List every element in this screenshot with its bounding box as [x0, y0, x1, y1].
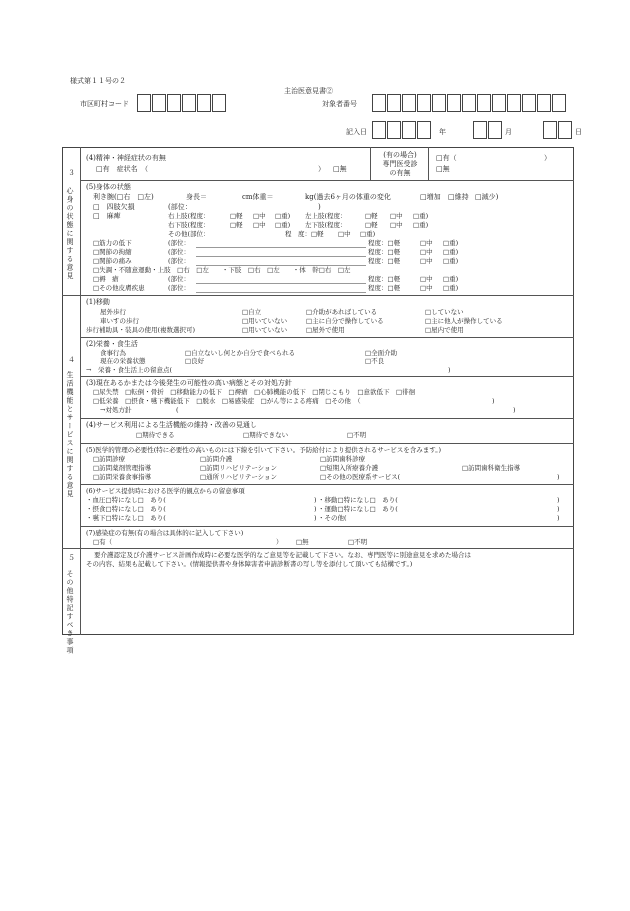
right-arm-light-checkbox[interactable]: □軽 — [230, 212, 243, 220]
section-3-title: 心身の状態に関する意見 — [66, 187, 74, 281]
wheelchair-other-checkbox[interactable]: □主に他人が操作している — [425, 317, 503, 325]
right-leg-heavy-checkbox[interactable]: □重) — [275, 221, 291, 229]
dominant-arm-checkbox[interactable]: 利き腕(□右 □左) — [93, 193, 154, 201]
ataxia-checkbox[interactable]: □失調・不随意運動・上肢 □右 □左 ・下肢 □右 □左 ・体 幹□右 □左 — [93, 266, 351, 274]
other-mid-checkbox[interactable]: □中 — [338, 230, 351, 238]
form-number: 様式第１１号の２ — [70, 77, 126, 85]
blood-pressure-checkbox[interactable]: ・血圧□特になし□ あり( — [86, 496, 166, 504]
nutrition-good-checkbox[interactable]: □良好 — [185, 357, 205, 365]
month-field[interactable] — [473, 121, 503, 139]
subject-number-label: 対象者番号 — [322, 100, 357, 108]
left-leg-heavy-checkbox[interactable]: □重) — [413, 221, 429, 229]
home-nutrition-checkbox[interactable]: □訪問栄養食事指導 — [93, 473, 152, 481]
muscle-weakness-checkbox[interactable]: □筋力の低下 — [93, 239, 132, 247]
outdoor-walk-none-checkbox[interactable]: □していない — [425, 308, 464, 316]
mental-title: (4)精神・神経症状の有無 — [86, 154, 166, 162]
feeding-checkbox[interactable]: ・摂食□特になし□ あり( — [86, 505, 166, 513]
nutrition-poor-checkbox[interactable]: □不良 — [365, 357, 385, 365]
outdoor-walk-independent-checkbox[interactable]: □自立 — [242, 308, 262, 316]
left-arm-heavy-checkbox[interactable]: □重) — [413, 212, 429, 220]
city-code-field[interactable] — [137, 94, 227, 112]
skin-disease-checkbox[interactable]: □その他皮膚疾患 — [93, 284, 145, 292]
home-rehab-checkbox[interactable]: □訪問リハビリテーション — [200, 464, 278, 472]
paralysis-checkbox[interactable]: □ 麻痺 — [93, 212, 121, 220]
document-title: 主治医意見書② — [284, 87, 333, 95]
weight-label: cm体重＝ — [242, 193, 274, 201]
month-label: 月 — [505, 128, 512, 136]
nutrition-title: (2)栄養・食生活 — [86, 340, 138, 348]
height-label: 身長＝ — [186, 193, 207, 201]
dental-hygiene-checkbox[interactable]: □訪問歯科衛生指導 — [462, 464, 521, 472]
section-4-title: 生活機能とサービスに関する意見 — [66, 371, 74, 499]
body-title: (5)身体の状態 — [86, 183, 131, 191]
specialist-yes-checkbox[interactable]: □有（ — [436, 154, 457, 162]
joint-pain-checkbox[interactable]: □関節の痛み — [93, 257, 132, 265]
home-pharmacy-checkbox[interactable]: □訪問薬剤管理指導 — [93, 464, 152, 472]
year-label: 年 — [439, 128, 446, 136]
eating-independent-checkbox[interactable]: □自立ないし何とか自分で食べられる — [185, 349, 296, 357]
specialist-no-checkbox[interactable]: □無 — [436, 165, 450, 173]
special-notes-instruction-2: その内容、結果も記載して下さい。(情報提供書や身体障害者申請診断書の写し等を添付して頂いても結構です。) — [86, 560, 413, 568]
section-5-title: その他特記すべき事項 — [66, 570, 74, 655]
day-field[interactable] — [543, 121, 573, 139]
outdoor-walk-assisted-checkbox[interactable]: □介助があればしている — [306, 308, 378, 316]
specialist-consult-label: (有の場合) 専門医受診 の有無 — [382, 151, 418, 178]
infection-title: (7)感染症の有無(有の場合は具体的に記入して下さい) — [86, 529, 244, 537]
infection-no-checkbox[interactable]: □無 — [296, 538, 309, 546]
prognosis-unknown-checkbox[interactable]: □不明 — [347, 431, 367, 439]
aid-none-checkbox[interactable]: □用いていない — [242, 326, 288, 334]
right-leg-light-checkbox[interactable]: □軽 — [230, 221, 243, 229]
subject-number-field[interactable] — [372, 94, 567, 112]
aid-outdoor-checkbox[interactable]: □屋外で使用 — [306, 326, 345, 334]
year-field[interactable] — [372, 121, 437, 139]
weight-increase-checkbox[interactable]: □増加 — [420, 193, 441, 201]
risk-title: (3)現在あるかまたは今後発生の可能性の高い病態とその対処方針 — [86, 379, 292, 387]
city-code-label: 市区町村コード — [80, 100, 129, 108]
section-5-number: ５ — [68, 554, 75, 562]
aid-indoor-checkbox[interactable]: □屋内で使用 — [425, 326, 464, 334]
home-care-checkbox[interactable]: □訪問介護 — [200, 455, 233, 463]
infection-yes-checkbox[interactable]: □有（ — [93, 538, 113, 546]
day-rehab-checkbox[interactable]: □通所リハビリテーション — [200, 473, 278, 481]
prognosis-title: (4)サービス利用による生活機能の維持・改善の見通し — [86, 421, 257, 429]
risk-row-1-checkboxes[interactable]: □尿失禁 □転倒・骨折 □移動能力の低下 □褥瘡 □心肺機能の低下 □閉じこもり □意欲低下 □徘徊 — [93, 388, 416, 396]
infection-unknown-checkbox[interactable]: □不明 — [348, 538, 368, 546]
pressure-ulcer-checkbox[interactable]: □褥 瘡 — [93, 275, 119, 283]
other-light-checkbox[interactable]: 程 度：□軽 — [285, 230, 324, 238]
left-arm-mid-checkbox[interactable]: □中 — [390, 212, 403, 220]
short-stay-checkbox[interactable]: □短期入所療養介護 — [320, 464, 379, 472]
wheelchair-none-checkbox[interactable]: □用いていない — [242, 317, 288, 325]
care-other-field[interactable]: ・その他( — [318, 514, 347, 522]
care-notes-title: (6)サービス提供時における医学的観点からの留意事項 — [86, 487, 245, 495]
mental-present-checkbox[interactable]: □有 症状名 （ — [96, 165, 149, 173]
left-leg-light-checkbox[interactable]: □軽 — [365, 221, 378, 229]
right-leg-mid-checkbox[interactable]: □中 — [253, 221, 266, 229]
weight-keep-checkbox[interactable]: □維持 — [448, 193, 469, 201]
section-3-number: ３ — [68, 169, 75, 177]
other-heavy-checkbox[interactable]: □重) — [360, 230, 376, 238]
wheelchair-self-checkbox[interactable]: □主に自分で操作している — [306, 317, 384, 325]
limb-loss-checkbox[interactable]: □ 四肢欠損 — [93, 203, 135, 211]
eating-full-assist-checkbox[interactable]: □全面介助 — [365, 349, 398, 357]
left-leg-mid-checkbox[interactable]: □中 — [390, 221, 403, 229]
mental-none-checkbox[interactable]: □無 — [333, 165, 347, 173]
special-notes-instruction-1: 要介護認定及び介護サービス計画作成時に必要な医学的なご意見等を記載して下さい。なお、専門医等に別途意見を求めた場合は — [94, 551, 471, 559]
day-label: 日 — [575, 128, 582, 136]
prognosis-not-expected-checkbox[interactable]: □期待できない — [243, 431, 289, 439]
swallowing-checkbox[interactable]: ・嚥下□特になし□ あり( — [86, 514, 166, 522]
right-arm-heavy-checkbox[interactable]: □重) — [275, 212, 291, 220]
prognosis-expected-checkbox[interactable]: □期待できる — [136, 431, 175, 439]
movement-checkbox[interactable]: ・移動□特になし□ あり( — [318, 496, 398, 504]
risk-row-2-checkboxes[interactable]: □低栄養 □摂食・嚥下機能低下 □脱水 □易感染症 □がん等による疼痛 □その他 （ — [93, 397, 361, 405]
other-medical-checkbox[interactable]: □その他の医療系サービス( — [320, 473, 401, 481]
section-4-number: ４ — [68, 356, 75, 364]
left-arm-light-checkbox[interactable]: □軽 — [365, 212, 378, 220]
date-label: 記入日 — [346, 128, 367, 136]
home-dental-checkbox[interactable]: □訪問歯科診療 — [320, 455, 366, 463]
joint-contracture-checkbox[interactable]: □関節の拘縮 — [93, 248, 132, 256]
weight-decrease-checkbox[interactable]: □減少) — [475, 193, 499, 201]
right-arm-mid-checkbox[interactable]: □中 — [253, 212, 266, 220]
special-notes-textarea[interactable] — [82, 572, 572, 632]
exercise-checkbox[interactable]: ・運動□特になし□ あり( — [318, 505, 398, 513]
medical-management-title: (5)医学的管理の必要性(特に必要性の高いものには下線を引いて下さい。予防給付により提供されるサービスを含みます。) — [86, 446, 442, 454]
home-visit-checkbox[interactable]: □訪問診療 — [93, 455, 126, 463]
weight-change-label: kg(過去6ヶ月の体重の変化 — [305, 193, 391, 201]
mobility-title: (1)移動 — [86, 298, 110, 306]
